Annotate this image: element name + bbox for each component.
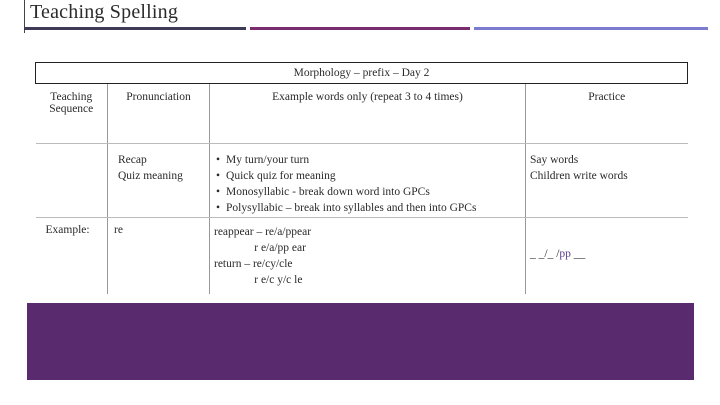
example-line: r e/a/pp ear xyxy=(214,242,306,254)
table-header-row xyxy=(36,84,688,144)
list-item: • Polysyllabic – break into syllables and then into GPCs xyxy=(216,200,525,216)
blank-tail: __ xyxy=(570,248,586,260)
example-line: return – re/cy/cle xyxy=(214,258,293,270)
table-heading: Morphology – prefix – Day 2 xyxy=(36,63,688,84)
table-row-recap xyxy=(36,144,688,218)
title-rule-dark xyxy=(24,27,246,30)
title-rule-lavender xyxy=(474,27,708,30)
list-item: • Quick quiz for meaning xyxy=(216,168,525,184)
practice-blanks xyxy=(530,224,688,262)
example-line: r e/c y/c le xyxy=(214,274,303,286)
pp-grapheme: pp xyxy=(559,248,571,260)
example-words-cell xyxy=(210,218,526,295)
example-line: reappear – re/a/ppear xyxy=(214,226,312,238)
recap-pronunciation-cell xyxy=(108,144,210,218)
column-header-sequence: Teaching Sequence xyxy=(36,84,108,144)
quiz-meaning-label: Quiz meaning xyxy=(118,170,183,182)
column-header-examples: Example words only (repeat 3 to 4 times) xyxy=(210,84,526,144)
recap-label: Recap xyxy=(118,154,147,166)
column-header-pronunciation: Pronunciation xyxy=(108,84,210,144)
example-practice-cell xyxy=(526,218,688,295)
spelling-table xyxy=(35,62,688,294)
example-prefix: re xyxy=(108,218,210,295)
recap-bullets-cell xyxy=(210,144,526,218)
table-row-example xyxy=(36,218,688,295)
list-item: • Monosyllabic - break down word into GPCs xyxy=(216,184,525,200)
say-words-text: Say words xyxy=(530,154,579,166)
column-header-practice: Practice xyxy=(526,84,688,144)
purple-footer-band xyxy=(27,303,694,380)
empty-cell xyxy=(36,144,108,218)
list-item: • My turn/your turn xyxy=(216,152,525,168)
slide-title: Teaching Spelling xyxy=(30,1,179,23)
blank-slots: _ _/_ / xyxy=(530,248,560,260)
example-label: Example: xyxy=(45,224,90,236)
recap-practice-cell xyxy=(526,144,688,218)
children-write-text: Children write words xyxy=(530,170,628,182)
recap-bullet-list xyxy=(210,152,525,216)
title-rule-magenta xyxy=(250,27,470,30)
